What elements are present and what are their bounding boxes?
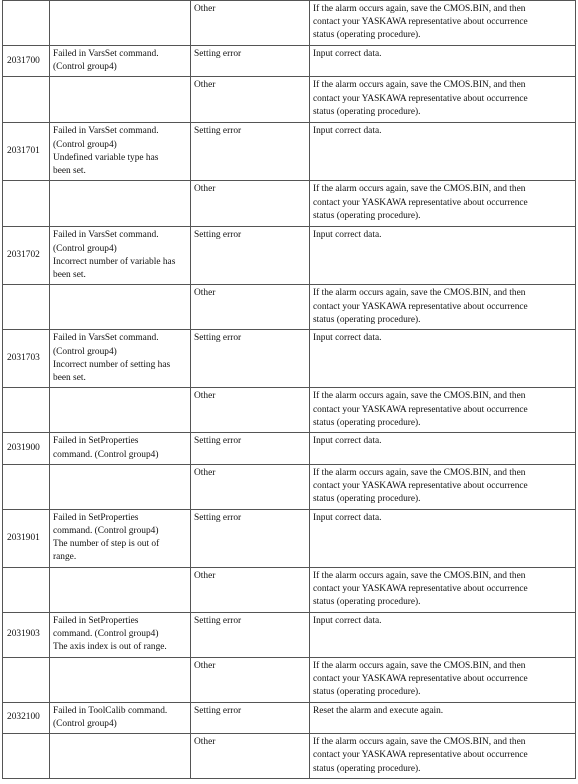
table-row (3, 657, 576, 702)
alarm-remedy-cell: If the alarm occurs again, save the CMOS.BIN, and then contact your YASKAWA representative about occurrence status (operating procedure). (310, 567, 576, 612)
alarm-remedy-cell: If the alarm occurs again, save the CMOS.BIN, and then contact your YASKAWA representative about occurrence status (operating procedure). (310, 285, 576, 330)
alarm-description-cell (50, 1, 191, 46)
table-row (3, 388, 576, 433)
alarm-cause-cell: Other (191, 77, 310, 123)
alarm-description-cell (50, 567, 191, 612)
alarm-remedy-cell: If the alarm occurs again, save the CMOS.BIN, and then contact your YASKAWA representative about occurrence status (operating procedure). (310, 181, 576, 227)
alarm-description-cell: Failed in SetProperties command. (Control group4) (50, 433, 191, 464)
table-row (3, 433, 576, 464)
alarm-code-cell (3, 464, 50, 509)
alarm-cause-cell: Other (191, 567, 310, 612)
alarm-code-cell: 2031901 (3, 509, 50, 567)
table-row (3, 567, 576, 612)
alarm-description-cell (50, 181, 191, 227)
alarm-description-cell: Failed in SetProperties command. (Control group4) The axis index is out of range. (50, 612, 191, 657)
alarm-remedy-cell: If the alarm occurs again, save the CMOS.BIN, and then contact your YASKAWA representative about occurrence status (operating procedure). (310, 464, 576, 509)
alarm-cause-cell: Other (191, 285, 310, 330)
alarm-code-cell: 2031903 (3, 612, 50, 657)
alarm-remedy-cell: If the alarm occurs again, save the CMOS.BIN, and then contact your YASKAWA representative about occurrence status (operating procedure). (310, 734, 576, 779)
alarm-description-cell (50, 388, 191, 433)
alarm-remedy-cell: If the alarm occurs again, save the CMOS.BIN, and then contact your YASKAWA representative about occurrence status (operating procedure). (310, 388, 576, 433)
alarm-code-cell (3, 285, 50, 330)
table-row (3, 285, 576, 330)
alarm-code-cell (3, 181, 50, 227)
alarm-remedy-cell: If the alarm occurs again, save the CMOS.BIN, and then contact your YASKAWA representative about occurrence status (operating procedure). (310, 77, 576, 123)
table-row (3, 464, 576, 509)
alarm-description-cell: Failed in VarsSet command. (Control group4) Undefined variable type has been set. (50, 123, 191, 181)
table-row (3, 227, 576, 285)
alarm-code-cell (3, 734, 50, 779)
table-row (3, 77, 576, 123)
alarm-cause-cell: Other (191, 388, 310, 433)
alarm-code-cell: 2031701 (3, 123, 50, 181)
alarm-cause-cell: Other (191, 734, 310, 779)
alarm-description-cell: Failed in VarsSet command. (Control group4) Incorrect number of setting has been set. (50, 330, 191, 388)
alarm-code-cell (3, 77, 50, 123)
alarm-code-cell: 2031900 (3, 433, 50, 464)
alarm-description-cell (50, 77, 191, 123)
alarm-description-cell: Failed in VarsSet command. (Control group4) (50, 46, 191, 77)
alarm-cause-cell: Setting error (191, 227, 310, 285)
alarm-cause-cell: Setting error (191, 612, 310, 657)
alarm-code-cell: 2031702 (3, 227, 50, 285)
alarm-table-body (3, 1, 576, 779)
alarm-description-cell (50, 657, 191, 702)
alarm-description-cell: Failed in VarsSet command. (Control group4) Incorrect number of variable has been set. (50, 227, 191, 285)
alarm-cause-cell: Setting error (191, 509, 310, 567)
alarm-cause-cell: Setting error (191, 433, 310, 464)
alarm-code-cell (3, 388, 50, 433)
alarm-code-cell: 2031703 (3, 330, 50, 388)
table-row (3, 612, 576, 657)
alarm-code-cell (3, 1, 50, 46)
alarm-description-cell (50, 464, 191, 509)
alarm-cause-cell: Setting error (191, 46, 310, 77)
alarm-description-cell: Failed in SetProperties command. (Control group4) The number of step is out of range. (50, 509, 191, 567)
table-row (3, 734, 576, 779)
alarm-cause-cell: Other (191, 657, 310, 702)
alarm-remedy-cell: Input correct data. (310, 509, 576, 567)
alarm-remedy-cell: Input correct data. (310, 433, 576, 464)
alarm-code-cell (3, 657, 50, 702)
alarm-remedy-cell: Input correct data. (310, 330, 576, 388)
alarm-description-cell (50, 285, 191, 330)
alarm-cause-cell: Setting error (191, 702, 310, 733)
alarm-remedy-cell: If the alarm occurs again, save the CMOS.BIN, and then contact your YASKAWA representative about occurrence status (operating procedure). (310, 657, 576, 702)
alarm-code-cell: 2031700 (3, 46, 50, 77)
alarm-remedy-cell: Input correct data. (310, 612, 576, 657)
alarm-remedy-cell: Reset the alarm and execute again. (310, 702, 576, 733)
table-row (3, 46, 576, 77)
alarm-description-cell (50, 734, 191, 779)
alarm-cause-cell: Other (191, 181, 310, 227)
alarm-remedy-cell: If the alarm occurs again, save the CMOS.BIN, and then contact your YASKAWA representative about occurrence status (operating procedure). (310, 1, 576, 46)
alarm-remedy-cell: Input correct data. (310, 227, 576, 285)
alarm-description-cell: Failed in ToolCalib command. (Control group4) (50, 702, 191, 733)
table-row (3, 330, 576, 388)
alarm-table (2, 0, 576, 779)
alarm-cause-cell: Other (191, 1, 310, 46)
alarm-cause-cell: Other (191, 464, 310, 509)
alarm-remedy-cell: Input correct data. (310, 123, 576, 181)
alarm-remedy-cell: Input correct data. (310, 46, 576, 77)
alarm-code-cell: 2032100 (3, 702, 50, 733)
alarm-code-cell (3, 567, 50, 612)
table-row (3, 181, 576, 227)
table-row (3, 702, 576, 733)
alarm-cause-cell: Setting error (191, 123, 310, 181)
table-row (3, 123, 576, 181)
alarm-cause-cell: Setting error (191, 330, 310, 388)
table-row (3, 1, 576, 46)
table-row (3, 509, 576, 567)
